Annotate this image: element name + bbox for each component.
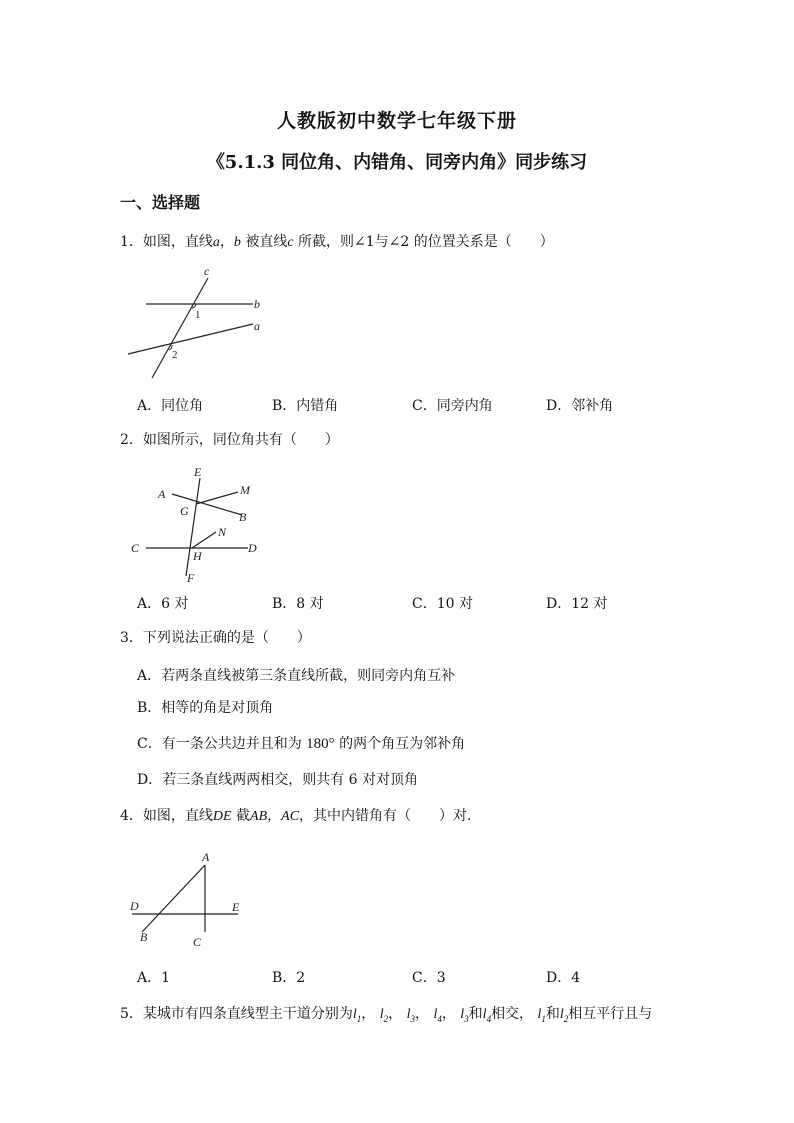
document-subtitle: 《5.1.3 同位角、内错角、同旁内角》同步练习 bbox=[206, 152, 588, 173]
label-F: F bbox=[187, 571, 195, 585]
label-C: C bbox=[193, 935, 202, 949]
line-a bbox=[128, 324, 253, 354]
label-E: E bbox=[194, 465, 202, 479]
q1-option-a: A．同位角 bbox=[137, 398, 204, 414]
q3-option-d: D．若三条直线两两相交，则共有 6 对对顶角 bbox=[137, 772, 419, 788]
question-2-stem: 2．如图所示，同位角共有（ ） bbox=[120, 432, 339, 448]
question-1-stem: 1．如图，直线a，b 被直线c 所截，则∠1与∠2 的位置关系是（ ） bbox=[120, 234, 554, 250]
document-title: 人教版初中数学七年级下册 bbox=[276, 110, 517, 132]
label-C: C bbox=[131, 541, 140, 555]
label-G: G bbox=[180, 504, 189, 518]
segment-AB bbox=[142, 865, 205, 932]
line-c bbox=[152, 278, 208, 378]
label-E: E bbox=[232, 900, 240, 914]
q4-option-a: A．1 bbox=[137, 970, 171, 986]
q2-option-d: D．12 对 bbox=[546, 596, 608, 612]
line-gm bbox=[196, 492, 238, 504]
label-N: N bbox=[218, 525, 227, 539]
question-2-figure bbox=[126, 464, 276, 589]
q2-option-a: A．6 对 bbox=[137, 596, 189, 612]
q3-option-c: C．有一条公共边并且和为 180° 的两个角互为邻补角 bbox=[137, 736, 466, 752]
label-angle-1: 1 bbox=[195, 309, 201, 321]
label-angle-2: 2 bbox=[172, 349, 178, 361]
question-4-stem: 4．如图，直线DE 截AB，AC，其中内错角有（ ）对. bbox=[120, 808, 472, 824]
question-1-figure bbox=[120, 262, 280, 382]
label-A: A bbox=[158, 487, 166, 501]
question-3-stem: 3．下列说法正确的是（ ） bbox=[120, 630, 311, 646]
label-B: B bbox=[140, 930, 148, 944]
q4-option-d: D．4 bbox=[546, 970, 581, 986]
label-B: B bbox=[239, 510, 247, 524]
label-D: D bbox=[130, 899, 139, 913]
q1-option-c: C．同旁内角 bbox=[412, 398, 493, 414]
q1-option-b: B．内错角 bbox=[272, 398, 339, 414]
question-5-stem: 5．某城市有四条直线型主干道分别为$l_1$， $l_2$， $l_3$， $l_4$， $l_3$和$l_4$相交， $l_1$和$l_2$相互平行且与 bbox=[120, 1006, 653, 1024]
label-a: a bbox=[254, 319, 260, 333]
q2-option-b: B．8 对 bbox=[272, 596, 324, 612]
label-M: M bbox=[240, 483, 250, 497]
label-H: H bbox=[193, 549, 202, 563]
q3-option-b: B．相等的角是对顶角 bbox=[137, 700, 274, 716]
line-hn bbox=[192, 532, 216, 548]
section-heading: 一、选择题 bbox=[120, 193, 201, 212]
label-c: c bbox=[204, 264, 210, 278]
q1-option-d: D．邻补角 bbox=[546, 398, 614, 414]
q3-option-a: A．若两条直线被第三条直线所截，则同旁内角互补 bbox=[137, 668, 456, 684]
label-D: D bbox=[248, 541, 257, 555]
label-b: b bbox=[254, 297, 260, 311]
label-A: A bbox=[202, 850, 210, 864]
q4-option-b: B．2 bbox=[272, 970, 306, 986]
q4-option-c: C．3 bbox=[412, 970, 446, 986]
q2-option-c: C．10 对 bbox=[412, 596, 473, 612]
question-4-figure bbox=[126, 846, 256, 956]
